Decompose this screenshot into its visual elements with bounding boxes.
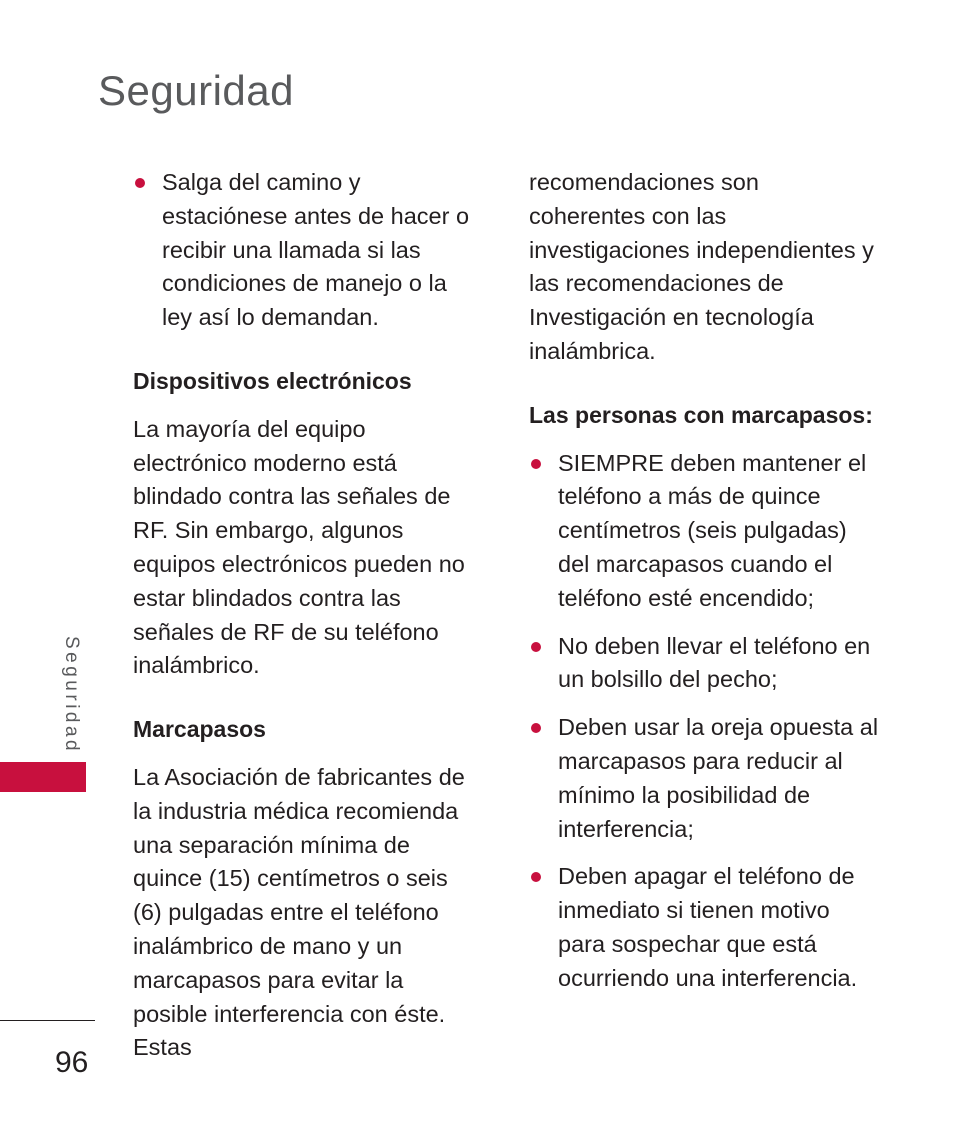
- bullet-dot-icon: [531, 459, 541, 469]
- list-item-text: Deben apagar el teléfono de inmediato si tienen motivo para sospechar que está ocurriendo una interferencia.: [558, 863, 858, 991]
- footer-divider: [0, 1020, 95, 1021]
- bullet-dot-icon: [531, 872, 541, 882]
- list-item-text: Salga del camino y estaciónese antes de hacer o recibir una llamada si las condiciones de manejo o la ley así lo demandan.: [162, 169, 470, 331]
- list-item: [529, 711, 879, 846]
- list-item-text: No deben llevar el teléfono en un bolsillo del pecho;: [558, 632, 871, 693]
- bullet-dot-icon: [135, 178, 145, 188]
- sidebar-section-label: Seguridad: [61, 636, 82, 755]
- section-heading-marcapasos: Marcapasos: [133, 716, 266, 743]
- section-body-dispositivos: La mayoría del equipo electrónico moderno está blindado contra las señales de RF. Sin embargo, algunos equipos electrónicos pueden no estar blindados contra las señales de RF de su teléfono inalámbrico.: [133, 415, 465, 679]
- right-column: [529, 166, 879, 996]
- bullet-dot-icon: [531, 642, 541, 652]
- list-item: [529, 447, 879, 616]
- section-body-marcapasos: La Asociación de fabricantes de la industria médica recomienda una separación mínima de quince (15) centímetros o seis (6) pulgadas entre el teléfono inalámbrico de mano y un marcapasos para evitar la posible interferencia con éste. Estas: [133, 763, 465, 1061]
- page-title: Seguridad: [98, 67, 294, 114]
- section-heading-dispositivos: Dispositivos electrónicos: [133, 367, 412, 394]
- list-item-text: SIEMPRE deben mantener el teléfono a más de quince centímetros (seis pulgadas) del marcapasos cuando el teléfono esté encendido;: [558, 449, 867, 611]
- list-item: [133, 166, 483, 335]
- page-number: 96: [55, 1046, 89, 1079]
- list-item: [529, 630, 879, 698]
- section-tab-marker: [0, 762, 86, 792]
- section-heading-personas: Las personas con marcapasos:: [529, 401, 873, 428]
- list-item-text: Deben usar la oreja opuesta al marcapasos para reducir al mínimo la posibilidad de interferencia;: [558, 714, 879, 842]
- continued-paragraph: recomendaciones son coherentes con las investigaciones independientes y las recomendaciones de Investigación en tecnología inalámbrica.: [529, 169, 874, 364]
- left-column: [133, 166, 483, 1065]
- list-item: [529, 860, 879, 995]
- bullet-dot-icon: [531, 723, 541, 733]
